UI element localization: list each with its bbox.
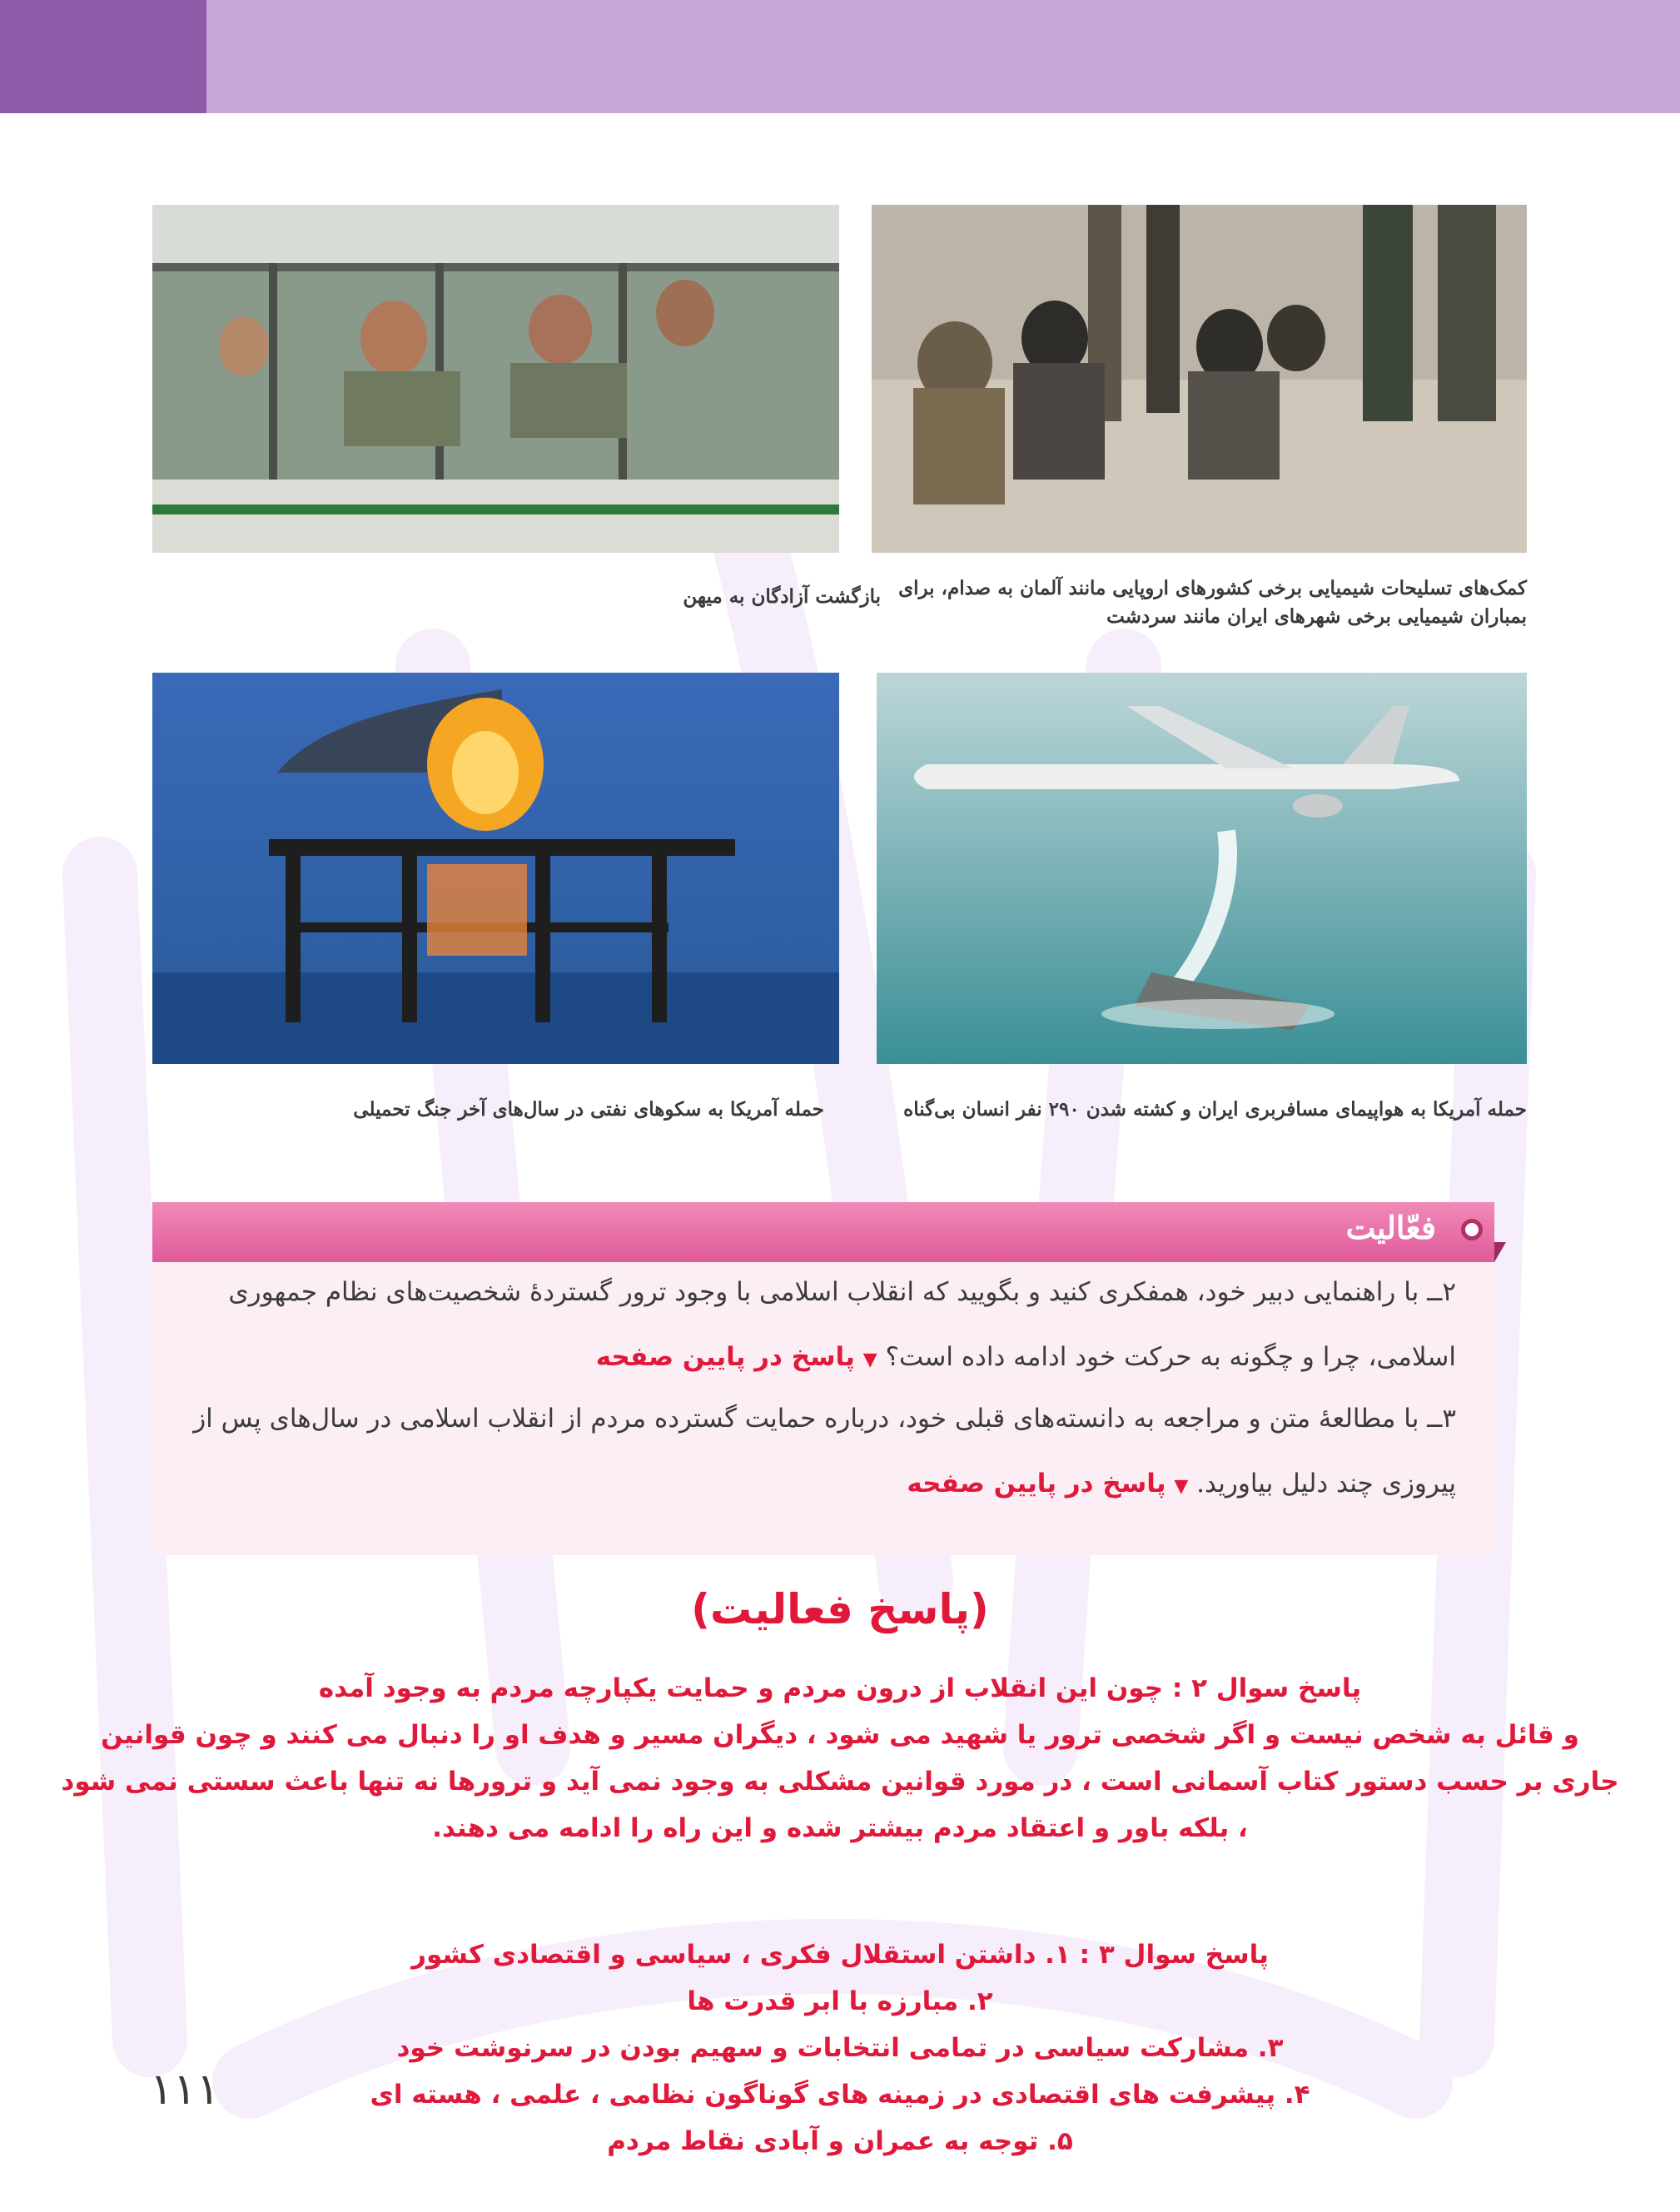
header-bar-dark bbox=[0, 0, 206, 113]
activity-q3-line1: ۳ــ با مطالعهٔ متن و مراجعه به دانسته‌های قبلی خود، درباره حمایت گسترده مردم از انقلاب اسلامی در سال‌های پس از bbox=[193, 1404, 1456, 1434]
answer-q3-line1: پاسخ سوال ۳ : ۱. داشتن استقلال فکری ، سیاسی و اقتصادی کشور bbox=[411, 1940, 1269, 1970]
answer-link-q3[interactable]: پاسخ در پایین صفحه bbox=[907, 1469, 1166, 1499]
activity-q3-text: پیروزی چند دلیل بیاورید. bbox=[1196, 1469, 1456, 1499]
answer-q2-line4: ، بلکه باور و اعتقاد مردم بیشتر شده و این راه را ادامه می دهند. bbox=[432, 1813, 1248, 1843]
caption-chemical-weapons: کمک‌های تسلیحات شیمیایی برخی کشورهای اروپایی مانند آلمان به صدام، برای بمباران شیمیایی برخی شهرهای ایران مانند سردشت bbox=[898, 577, 1527, 628]
caption-airliner-attack: حمله آمریکا به هواپیمای مسافربری ایران و کشته شدن ۲۹۰ نفر انسان بی‌گناه bbox=[903, 1098, 1527, 1121]
triangle-down-icon: ▼ bbox=[1174, 1476, 1189, 1497]
photo-airliner-attack bbox=[877, 673, 1527, 1064]
activity-body bbox=[152, 1262, 1494, 1555]
answer-q2-line1: پاسخ سوال ۲ : چون این انقلاب از درون مردم و حمایت یکپارچه مردم به وجود آمده bbox=[318, 1673, 1362, 1703]
caption-oil-platform: حمله آمریکا به سکوهای نفتی در سال‌های آخر جنگ تحمیلی bbox=[353, 1098, 824, 1121]
page-number: ۱۱۱ bbox=[150, 2065, 220, 2115]
activity-fold-corner bbox=[1494, 1242, 1506, 1262]
activity-q2-text: اسلامی، چرا و چگونه به حرکت خود ادامه داده است؟ bbox=[885, 1342, 1456, 1372]
activity-title: فعّالیت bbox=[1345, 1209, 1436, 1246]
answer-q2-line2: و قائل به شخص نیست و اگر شخصی ترور یا شهید می شود ، دیگران مسیر و هدف او را دنبال می کنند و چون قوانین bbox=[101, 1720, 1579, 1750]
answers-title: (پاسخ فعالیت) bbox=[691, 1585, 989, 1633]
activity-q2-line2 bbox=[596, 1342, 1456, 1372]
answer-q2-line3: جاری بر حسب دستور کتاب آسمانی است ، در مورد قوانین مشکلی به وجود نمی آید و ترورها نه تنها باعث سستی نمی شود bbox=[61, 1767, 1619, 1797]
answer-q3-line4: ۴. پیشرفت های اقتصادی در زمینه های گوناگون نظامی ، علمی ، هسته ای bbox=[370, 2080, 1310, 2110]
header-bar-light bbox=[206, 0, 1680, 113]
triangle-down-icon: ▼ bbox=[862, 1350, 877, 1370]
activity-q2-line1: ۲ــ با راهنمایی دبیر خود، همفکری کنید و بگویید که انقلاب اسلامی با وجود ترور گستردهٔ شخصیت‌های نظام جمهوری bbox=[228, 1277, 1456, 1307]
photo-oil-platform bbox=[152, 673, 839, 1064]
photo-prisoners-return bbox=[152, 205, 839, 553]
answer-q3-line2: ۲. مبارزه با ابر قدرت ها bbox=[687, 1986, 993, 2016]
activity-header bbox=[152, 1202, 1494, 1262]
activity-bullet-icon bbox=[1461, 1219, 1483, 1240]
answer-q3-line3: ۳. مشارکت سیاسی در تمامی انتخابات و سهیم بودن در سرنوشت خود bbox=[396, 2033, 1284, 2063]
answer-q3-line5: ۵. توجه به عمران و آبادی نقاط مردم bbox=[607, 2126, 1073, 2156]
activity-q3-line2 bbox=[907, 1469, 1456, 1499]
photo-chemical-weapons bbox=[872, 205, 1527, 553]
caption-prisoners-return: بازگشت آزادگان به میهن bbox=[683, 585, 881, 608]
answer-link-q2[interactable]: پاسخ در پایین صفحه bbox=[595, 1342, 855, 1372]
activity-box bbox=[152, 1202, 1494, 1555]
